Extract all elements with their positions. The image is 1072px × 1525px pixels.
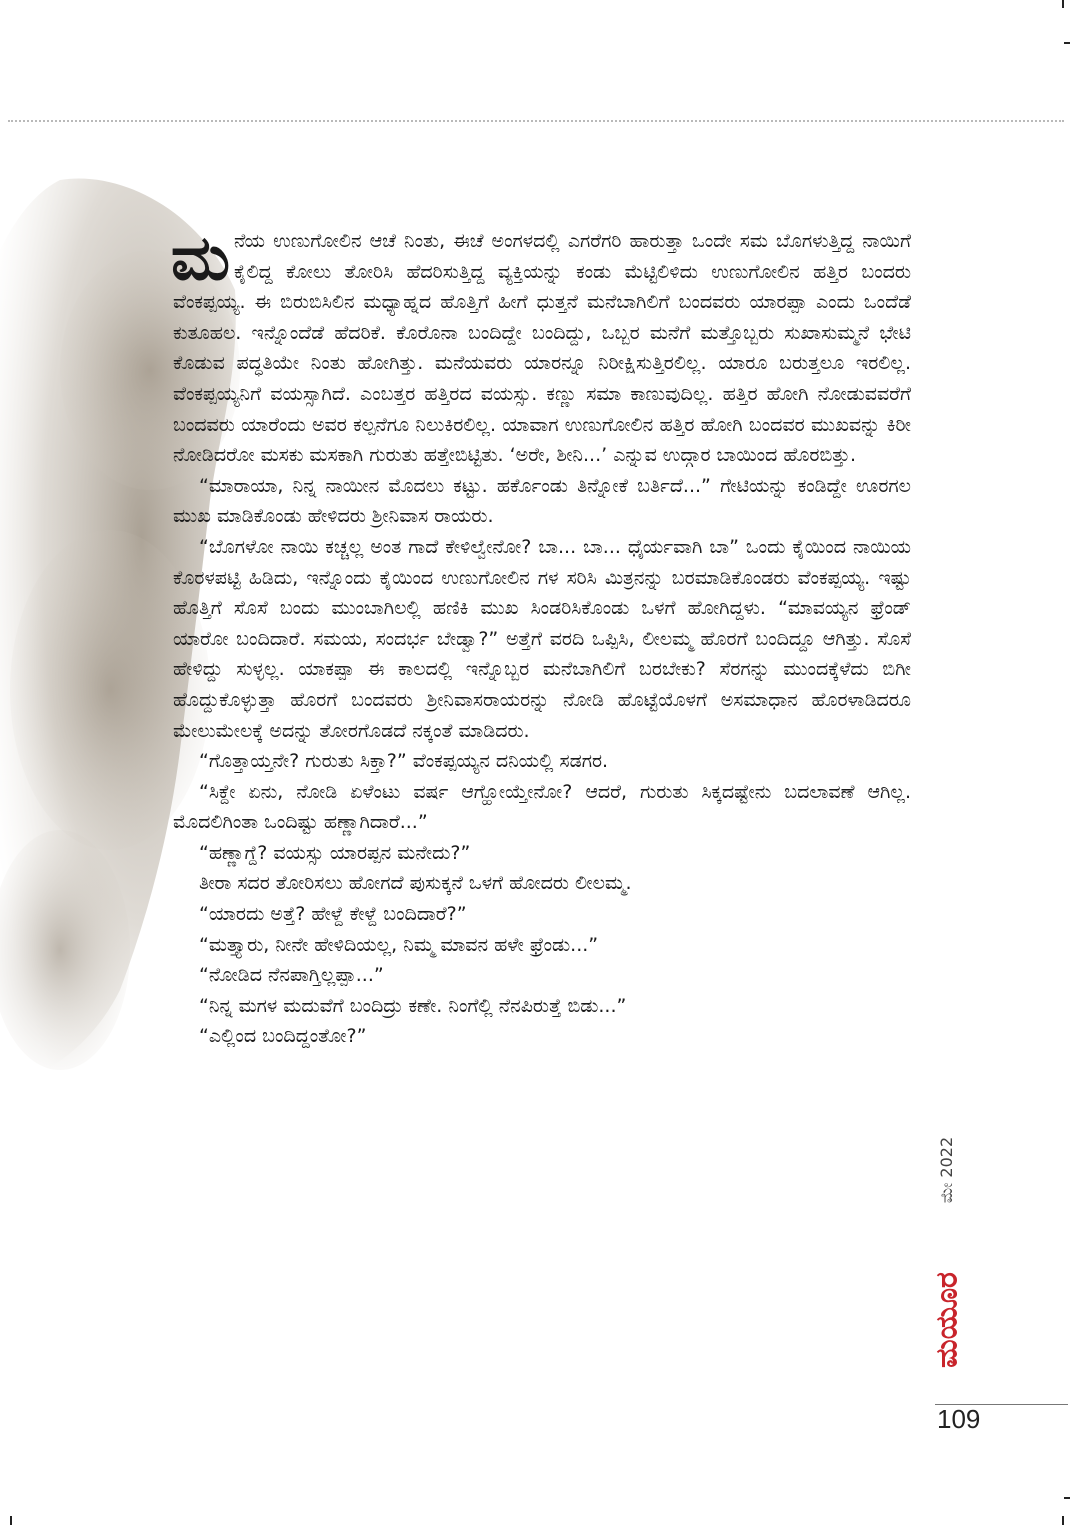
article-paragraph: “ಮತ್ತ್ಯಾರು, ನೀನೇ ಹೇಳಿದಿಯಲ್ಲ, ನಿಮ್ಮ ಮಾವನ ಹಳೇ ಫ್ರೆಂಡು...” [199, 933, 599, 956]
article-paragraph: “ಮಾರಾಯಾ, ನಿನ್ನ ನಾಯೀನ ಮೊದಲು ಕಟ್ಟು. ಹರ್ಕೊಂಡು ತಿನ್ನೋಕೆ ಬರ್ತಿದೆ...” ಗೇಟಿಯನ್ನು ಕಂಡಿದ್ದೇ ಊರಗಲ ಮುಖ ಮಾಡಿಕೊಂಡು ಹೇಳಿದರು ಶ್ರೀನಿವಾಸ ರಾಯರು. [173, 474, 911, 528]
article-paragraph: “ನಿನ್ನ ಮಗಳ ಮದುವೆಗೆ ಬಂದಿದ್ರು ಕಣೇ. ನಿಂಗೆಲ್ಲಿ ನೆನಪಿರುತ್ತೆ ಬಿಡು...” [199, 994, 627, 1017]
crop-mark [1062, 0, 1064, 8]
page-number: 109 [937, 1404, 981, 1434]
issue-date: ಮೇ 2022 [937, 1136, 956, 1204]
side-masthead [912, 1120, 982, 1400]
magazine-name: ಮಯೂರ [929, 1272, 965, 1368]
crop-mark [10, 1516, 12, 1525]
article-paragraph: “ಎಲ್ಲಿಂದ ಬಂದಿದ್ದಂತೋ?” [199, 1025, 367, 1048]
article-paragraph: “ಹಣ್ಣಾಗ್ದೆ? ವಯಸ್ಸು ಯಾರಪ್ಪನ ಮನೇದು?” [199, 841, 471, 864]
article-paragraph: “ಯಾರದು ಅತ್ತೆ? ಹೇಳ್ದೆ ಕೇಳ್ದೆ ಬಂದಿದಾರೆ?” [199, 903, 467, 926]
crop-mark [1064, 1497, 1070, 1499]
crop-mark [1064, 42, 1070, 44]
drop-cap: ಮ [171, 221, 230, 294]
article-paragraph: “ನೋಡಿದ ನೆನಪಾಗ್ತಿಲ್ಲಪ್ಪಾ...” [199, 964, 384, 987]
article-body [171, 221, 911, 1052]
article-paragraph: ತೀರಾ ಸದರ ತೋರಿಸಲು ಹೋಗದೆ ಪುಸುಕ್ಕನೆ ಒಳಗೆ ಹೋದರು ಲೀಲಮ್ಮ. [199, 872, 632, 895]
crop-mark [1062, 1516, 1064, 1525]
top-dotted-rule [8, 120, 1064, 122]
article-paragraph: “ಸಿಕ್ದೇ ಏನು, ನೋಡಿ ಏಳೆಂಟು ವರ್ಷ ಆಗ್ಹೋಯ್ತೇನೋ? ಆದರೆ, ಗುರುತು ಸಿಕ್ಕದಷ್ಟೇನು ಬದಲಾವಣೆ ಆಗಿಲ್ಲ. ಮೊದಲಿಗಿಂತಾ ಒಂದಿಷ್ಟು ಹಣ್ಣಾಗಿದಾರೆ...” [173, 780, 911, 834]
article-paragraph: ಮನೆಯ ಉಣುಗೋಲಿನ ಆಚೆ ನಿಂತು, ಈಚೆ ಅಂಗಳದಲ್ಲಿ ಎಗರೆಗರಿ ಹಾರುತ್ತಾ ಒಂದೇ ಸಮ ಬೊಗಳುತ್ತಿದ್ದ ನಾಯಿಗೆ ಕೈಲಿದ್ದ ಕೋಲು ತೋರಿಸಿ ಹೆದರಿಸುತ್ತಿದ್ದ ವ್ಯಕ್ತಿಯನ್ನು ಕಂಡು ಮೆಟ್ಟಿಲಿಳಿದು ಉಣುಗೋಲಿನ ಹತ್ತಿರ ಬಂದರು ವೆಂಕಪ್ಪಯ್ಯ. ಈ ಬಿರುಬಿಸಿಲಿನ ಮಧ್ಯಾಹ್ನದ ಹೊತ್ತಿಗೆ ಹೀಗೆ ಧುತ್ತನೆ ಮನೆಬಾಗಿಲಿಗೆ ಬಂದವರು ಯಾರಪ್ಪಾ ಎಂದು ಒಂದೆಡೆ ಕುತೂಹಲ. ಇನ್ನೊಂದೆಡೆ ಹೆದರಿಕೆ. ಕೊರೊನಾ ಬಂದಿದ್ದೇ ಬಂದಿದ್ದು, ಒಬ್ಬರ ಮನೆಗೆ ಮತ್ತೊಬ್ಬರು ಸುಖಾಸುಮ್ಮನೆ ಭೇಟಿ ಕೊಡುವ ಪದ್ಧತಿಯೇ ನಿಂತು ಹೋಗಿತ್ತು. ಮನೆಯವರು ಯಾರನ್ನೂ ನಿರೀಕ್ಷಿಸುತ್ತಿರಲಿಲ್ಲ. ಯಾರೂ ಬರುತ್ತಲೂ ಇರಲಿಲ್ಲ. ವೆಂಕಪ್ಪಯ್ಯನಿಗೆ ವಯಸ್ಸಾಗಿದೆ. ಎಂಬತ್ತರ ಹತ್ತಿರದ ವಯಸ್ಸು. ಕಣ್ಣು ಸಮಾ ಕಾಣುವುದಿಲ್ಲ. ಹತ್ತಿರ ಹೋಗಿ ನೋಡುವವರೆಗೆ ಬಂದವರು ಯಾರೆಂದು ಅವರ ಕಲ್ಪನೆಗೂ ನಿಲುಕಿರಲಿಲ್ಲ. ಯಾವಾಗ ಉಣುಗೋಲಿನ ಹತ್ತಿರ ಹೋಗಿ ಬಂದವರ ಮುಖವನ್ನು ಕಿರೀ ನೋಡಿದರೋ ಮಸಕು ಮಸಕಾಗಿ ಗುರುತು ಹತ್ತೇಬಿಟ್ಟಿತು. ‘ಅರೇ, ಶೀನಿ...’ ಎನ್ನುವ ಉದ್ಗಾರ ಬಾಯಿಂದ ಹೊರಬಿತ್ತು. [171, 221, 911, 467]
article-paragraph: “ಗೊತ್ತಾಯ್ತನೇ? ಗುರುತು ಸಿಕ್ತಾ?” ವೆಂಕಪ್ಪಯ್ಯನ ದನಿಯಲ್ಲಿ ಸಡಗರ. [199, 750, 609, 773]
article-paragraph: “ಬೊಗಳೋ ನಾಯಿ ಕಚ್ಚಲ್ಲ ಅಂತ ಗಾದೆ ಕೇಳಿಲ್ವೇನೋ? ಬಾ... ಬಾ... ಧೈರ್ಯವಾಗಿ ಬಾ” ಒಂದು ಕೈಯಿಂದ ನಾಯಿಯ ಕೊರಳಪಟ್ಟಿ ಹಿಡಿದು, ಇನ್ನೊಂದು ಕೈಯಿಂದ ಉಣುಗೋಲಿನ ಗಳ ಸರಿಸಿ ಮಿತ್ರನನ್ನು ಬರಮಾಡಿಕೊಂಡರು ವೆಂಕಪ್ಪಯ್ಯ. ಇಷ್ಟು ಹೊತ್ತಿಗೆ ಸೊಸೆ ಬಂದು ಮುಂಬಾಗಿಲಲ್ಲಿ ಹಣಿಕಿ ಮುಖ ಸಿಂಡರಿಸಿಕೊಂಡು ಒಳಗೆ ಹೋಗಿದ್ದಳು. “ಮಾವಯ್ಯನ ಫ್ರೆಂಡ್ ಯಾರೋ ಬಂದಿದಾರೆ. ಸಮಯ, ಸಂದರ್ಭ ಬೇಡ್ವಾ?” ಅತ್ತೆಗೆ ವರದಿ ಒಪ್ಪಿಸಿ, ಲೀಲಮ್ಮ ಹೊರಗೆ ಬಂದಿದ್ದೂ ಆಗಿತ್ತು. ಸೊಸೆ ಹೇಳಿದ್ದು ಸುಳ್ಳಲ್ಲ. ಯಾಕಪ್ಪಾ ಈ ಕಾಲದಲ್ಲಿ ಇನ್ನೊಬ್ಬರ ಮನೆಬಾಗಿಲಿಗೆ ಬರಬೇಕು? ಸೆರಗನ್ನು ಮುಂದಕ್ಕೆಳೆದು ಬಿಗೀ ಹೊದ್ದುಕೊಳ್ಳುತ್ತಾ ಹೊರಗೆ ಬಂದವರು ಶ್ರೀನಿವಾಸರಾಯರನ್ನು ನೋಡಿ ಹೊಟ್ಟೆಯೊಳಗೆ ಅಸಮಾಧಾನ ಹೊರಳಾಡಿದರೂ ಮೇಲುಮೇಲಕ್ಕೆ ಅದನ್ನು ತೋರಗೊಡದೆ ನಕ್ಕಂತೆ ಮಾಡಿದರು. [173, 535, 911, 742]
